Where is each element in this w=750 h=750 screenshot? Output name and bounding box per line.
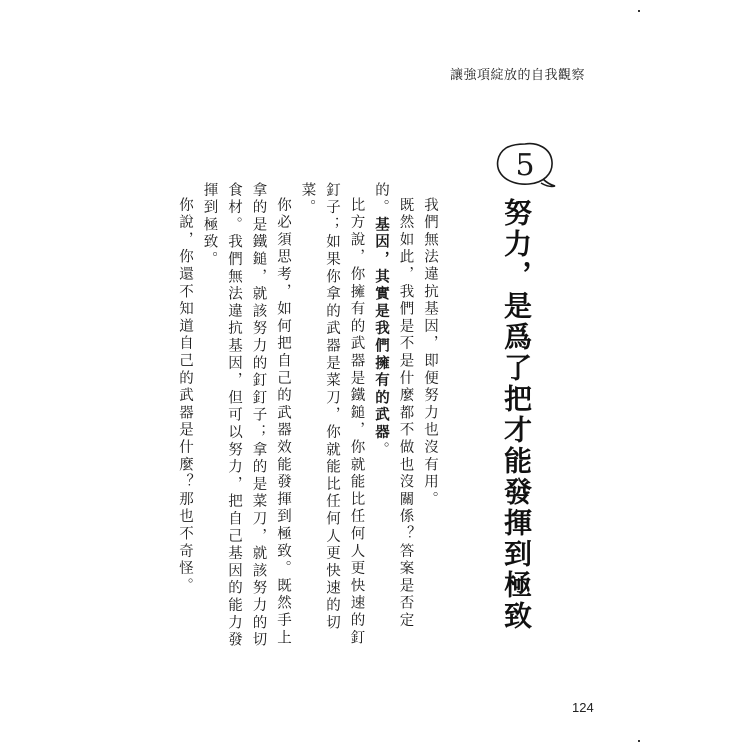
paragraph-1: 我們無法違抗基因，即便努力也沒有用。 xyxy=(422,196,438,508)
chapter-number: 5 xyxy=(515,148,535,183)
page-number: 124 xyxy=(572,700,594,715)
paragraph-4: 你必須思考，如何把自己的武器效能發揮到極致。既然手上拿的是鐵鎚，就該努力的釘釘子；拿的是菜刀，就該努力的切食材。我們無法違抗基因，但可以努力，把自己基因的能力發揮到極致。 xyxy=(201,182,291,650)
body-text xyxy=(177,182,442,652)
paragraph-2-end: 。 xyxy=(373,441,389,459)
running-head: 讓強項綻放的自我觀察 xyxy=(449,68,585,83)
paragraph-2-lead: 既然如此，我們是不是什麼都不做也沒關係？答案是否定的。 xyxy=(373,182,414,629)
crop-mark xyxy=(638,740,640,742)
crop-mark xyxy=(638,10,640,12)
paragraph-2 xyxy=(369,182,418,652)
chapter-title: 努力，是爲了把才能發揮到極致 xyxy=(500,198,533,632)
paragraph-2-emphasis: 基因，其實是我們擁有的武器 xyxy=(373,216,389,442)
paragraph-3: 比方說，你擁有的武器是鐵鎚，你就能比任何人更快速的釘釘子；如果你拿的武器是菜刀，你就能比任何人更快速的切菜。 xyxy=(299,182,365,647)
paragraph-5: 你說，你還不知道自己的武器是什麼？那也不奇怪。 xyxy=(177,196,193,595)
